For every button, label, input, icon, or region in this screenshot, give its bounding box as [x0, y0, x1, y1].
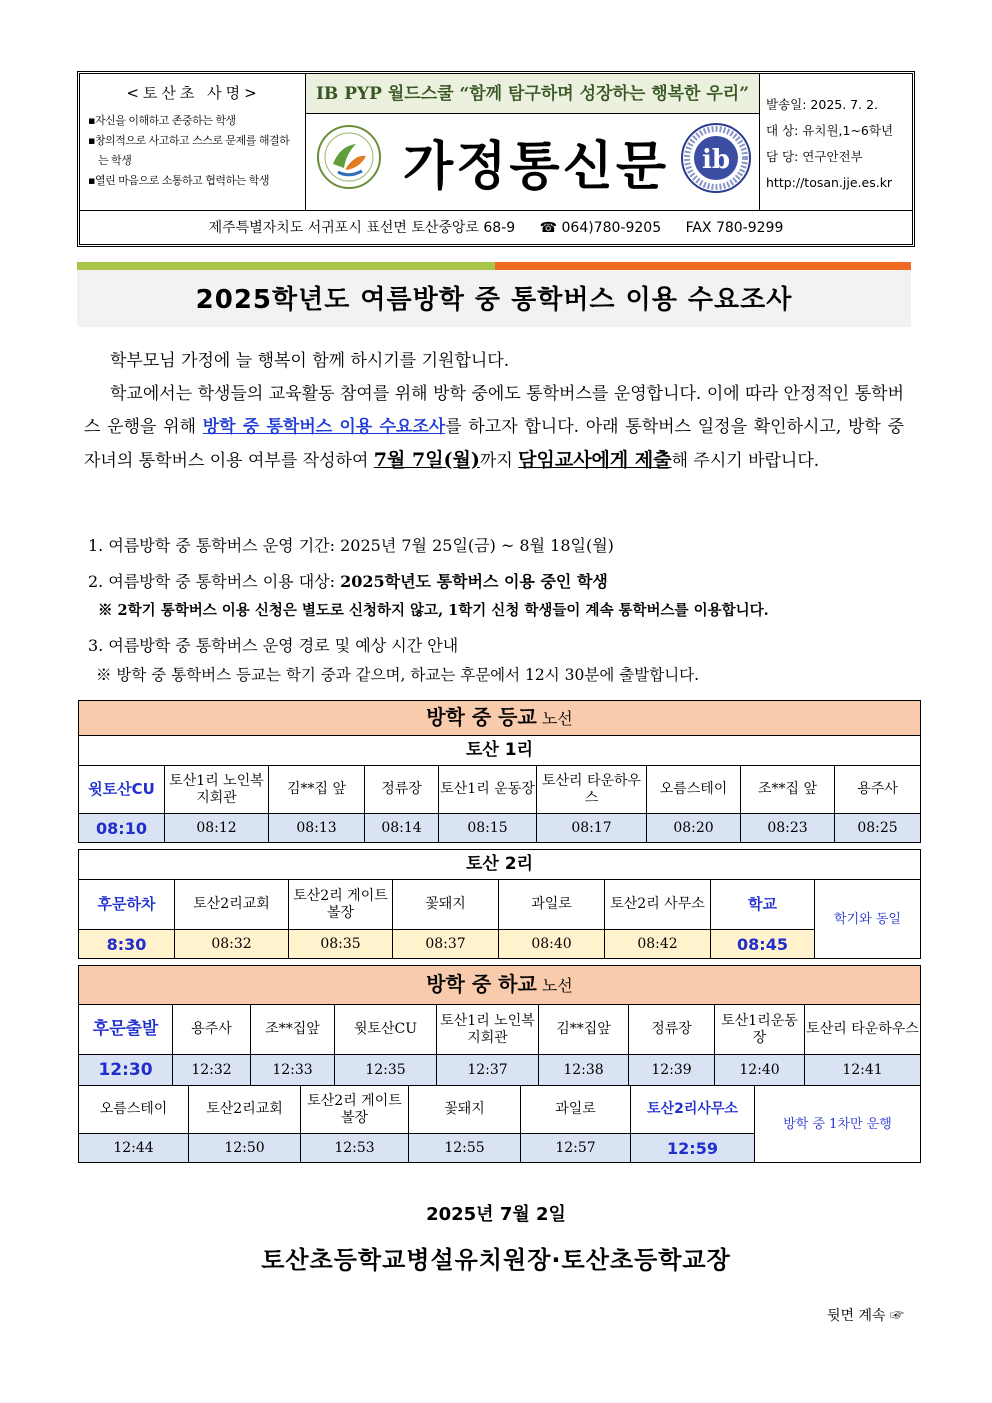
- stop-time: 8:30: [79, 930, 175, 959]
- route-2-note: 학기와 동일: [815, 880, 921, 959]
- stop-time: 12:53: [301, 1134, 409, 1163]
- item-period: 1. 여름방학 중 통학버스 운영 기간: 2025년 7월 25일(금) ~ 8월 18일(월): [88, 536, 614, 555]
- item-route-note: ※ 방학 중 통학버스 등교는 학기 중과 같으며, 하교는 후문에서 12시 30분에 출발합니다.: [96, 666, 700, 684]
- stop-time: 08:32: [175, 930, 289, 959]
- submit-highlight: 담임교사에게 제출: [518, 449, 672, 471]
- stop-time: 12:41: [805, 1055, 921, 1086]
- stop-name: 토산1리 노인복지회관: [165, 766, 269, 814]
- route-1-name: 토산 1리: [79, 736, 921, 766]
- newsletter-header: [77, 71, 915, 247]
- stop-name: 토산1리 운동장: [439, 766, 537, 814]
- return-route-title: [79, 966, 921, 1005]
- svg-text:ib: ib: [701, 145, 731, 175]
- stop-name: 토산2리교회: [175, 880, 289, 930]
- stop-time: 08:37: [393, 930, 499, 959]
- survey-highlight: 방학 중 통학버스 이용 수요조사: [202, 417, 446, 437]
- stop-name: 꽃돼지: [409, 1086, 521, 1134]
- go-route-2-table: [78, 849, 921, 959]
- stop-time: 08:35: [289, 930, 393, 959]
- stop-time: 12:59: [631, 1134, 755, 1163]
- stop-time: 12:44: [79, 1134, 189, 1163]
- school-mission: [80, 74, 306, 210]
- go-route-table: [78, 700, 921, 843]
- stop-time: 08:14: [365, 814, 439, 843]
- stop-name: 용주사: [835, 766, 921, 814]
- issue-dept: 담 당: 연구안전부: [766, 149, 863, 164]
- newsletter-title: 가정통신문: [402, 137, 670, 197]
- item-target: [88, 569, 608, 592]
- mission-item: ▪열린 마음으로 소통하고 협력하는 학생: [88, 174, 269, 187]
- return-route-title-main: 방학 중 하교: [426, 972, 537, 996]
- stop-time: 08:45: [711, 930, 815, 959]
- mission-title: <토산초 사명>: [126, 84, 261, 102]
- stop-name: 윗토산CU: [335, 1005, 437, 1055]
- stop-time: 08:23: [741, 814, 835, 843]
- stop-name: 용주사: [173, 1005, 251, 1055]
- stop-time: 12:40: [715, 1055, 805, 1086]
- header-center: [306, 74, 760, 210]
- intro-text: 해 주시기 바랍니다.: [671, 451, 820, 471]
- stop-time: 08:12: [165, 814, 269, 843]
- intro-text: 학교에서는 학생들의 교육활동 참여를 위해 방학 중에도 통학버스를 운영합니다. 이에 따라 안정적인 통학버스 운행을 위해: [84, 384, 904, 437]
- mission-item: ▪자신을 이해하고 존중하는 학생: [88, 114, 236, 127]
- stop-time: 12:38: [539, 1055, 629, 1086]
- school-phone: ☎ 064)780-9205: [539, 220, 662, 236]
- school-contact: [80, 210, 912, 244]
- page-title: 2025학년도 여름방학 중 통학버스 이용 수요조사: [77, 270, 911, 327]
- mission-item: ▪창의적으로 사고하고 스스로 문제를 해결하는 학생: [88, 134, 290, 167]
- stop-time: 08:17: [537, 814, 647, 843]
- stop-name: 과일로: [521, 1086, 631, 1134]
- stop-time: 12:35: [335, 1055, 437, 1086]
- school-address: 제주특별자치도 서귀포시 표선면 토산중앙로 68-9: [208, 220, 516, 236]
- item-value: 2025학년도 통학버스 이용 중인 학생: [340, 572, 608, 591]
- stop-time: 08:40: [499, 930, 605, 959]
- stop-time: 12:50: [189, 1134, 301, 1163]
- stop-time: 12:57: [521, 1134, 631, 1163]
- intro-text: 까지: [479, 451, 519, 471]
- continue-note: 뒷면 계속 ☞: [827, 1308, 904, 1324]
- stop-name: 토산1리운동장: [715, 1005, 805, 1055]
- stop-name: 정류장: [365, 766, 439, 814]
- stop-name: 오름스테이: [79, 1086, 189, 1134]
- return-route-2-table: [78, 1085, 921, 1163]
- school-fax: FAX 780-9299: [685, 220, 784, 236]
- stop-time: 08:42: [605, 930, 711, 959]
- school-url[interactable]: http://tosan.jje.es.kr: [766, 175, 893, 190]
- school-logo-icon: [316, 124, 382, 190]
- stop-name: 토산리 타운하우스: [805, 1005, 921, 1055]
- item-target-note: ※ 2학기 통학버스 이용 신청은 별도로 신청하지 않고, 1학기 신청 학생들이 계속 통학버스를 이용합니다.: [98, 602, 769, 619]
- item-route: 3. 여름방학 중 통학버스 운영 경로 및 예상 시간 안내: [88, 636, 459, 655]
- ib-logo-icon: [680, 122, 752, 194]
- return-route-table: [78, 965, 921, 1086]
- title-color-band: [77, 262, 911, 270]
- stop-name: 과일로: [499, 880, 605, 930]
- stop-name: 김**집 앞: [269, 766, 365, 814]
- stop-name: 윗토산CU: [79, 766, 165, 814]
- stop-name: 토산리 타운하우스: [537, 766, 647, 814]
- footer-date: 2025년 7월 2일: [426, 1204, 566, 1225]
- stop-name: 학교: [711, 880, 815, 930]
- stop-name: 토산1리 노인복지회관: [437, 1005, 539, 1055]
- stop-time: 12:37: [437, 1055, 539, 1086]
- stop-name: 후문하차: [79, 880, 175, 930]
- intro-paragraph: [84, 378, 904, 478]
- stop-time: 12:39: [629, 1055, 715, 1086]
- stop-time: 12:32: [173, 1055, 251, 1086]
- footer-signature: 토산초등학교병설유치원장·토산초등학교장: [261, 1246, 731, 1274]
- route-2-name: 토산 2리: [79, 850, 921, 880]
- stop-name: 토산2리 사무소: [605, 880, 711, 930]
- go-route-title-tail: 노선: [536, 709, 573, 728]
- stop-time: 08:13: [269, 814, 365, 843]
- stop-name: 토산2리 게이트볼장: [301, 1086, 409, 1134]
- go-route-title: [79, 701, 921, 736]
- stop-time: 12:30: [79, 1055, 173, 1086]
- stop-time: 08:25: [835, 814, 921, 843]
- stop-name: 토산2리 게이트볼장: [289, 880, 393, 930]
- return-route-title-tail: 노선: [536, 976, 573, 995]
- stop-time: 12:33: [251, 1055, 335, 1086]
- stop-time: 08:20: [647, 814, 741, 843]
- stop-name: 조**집 앞: [741, 766, 835, 814]
- stop-name: 후문출발: [79, 1005, 173, 1055]
- item-label: 2. 여름방학 중 통학버스 이용 대상:: [88, 572, 341, 591]
- stop-name: 꽃돼지: [393, 880, 499, 930]
- deadline-highlight: 7월 7일(월): [373, 449, 480, 471]
- stop-name: 김**집앞: [539, 1005, 629, 1055]
- go-route-title-main: 방학 중 등교: [426, 705, 537, 729]
- stop-time: 08:15: [439, 814, 537, 843]
- issue-target: 대 상: 유치원,1~6학년: [766, 123, 894, 138]
- intro-text: 를 하고자 합니다. 아래 통학버스 일정을 확인하시고, 방학 중 자녀의 통학버스 이용 여부를 작성하여: [84, 417, 904, 471]
- stop-name: 토산2리사무소: [631, 1086, 755, 1134]
- ib-banner: IB PYP 월드스쿨 “함께 탐구하며 성장하는 행복한 우리”: [306, 74, 759, 114]
- stop-name: 토산2리교회: [189, 1086, 301, 1134]
- stop-name: 조**집앞: [251, 1005, 335, 1055]
- issue-date: 발송일: 2025. 7. 2.: [766, 97, 878, 112]
- stop-time: 08:10: [79, 814, 165, 843]
- issue-info: [760, 74, 912, 210]
- stop-name: 정류장: [629, 1005, 715, 1055]
- return-route-note: 방학 중 1차만 운행: [755, 1086, 921, 1163]
- stop-name: 오름스테이: [647, 766, 741, 814]
- stop-time: 12:55: [409, 1134, 521, 1163]
- greeting-paragraph: 학부모님 가정에 늘 행복이 함께 하시기를 기원합니다.: [110, 351, 510, 371]
